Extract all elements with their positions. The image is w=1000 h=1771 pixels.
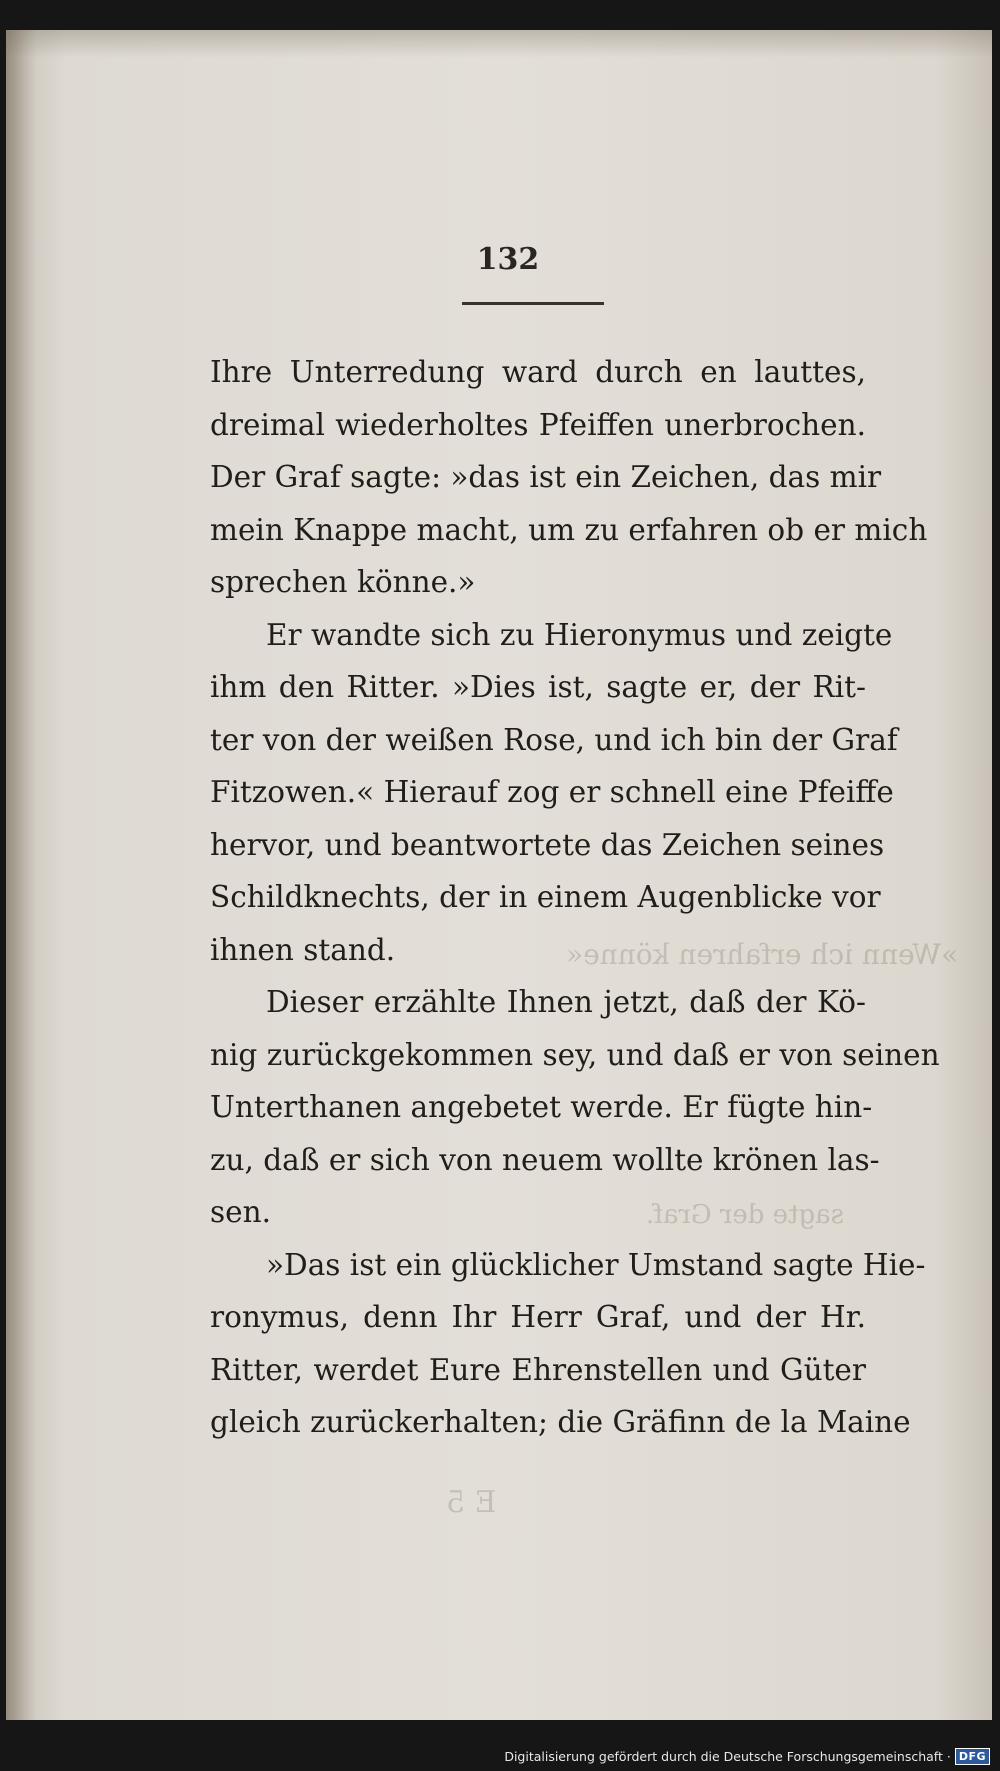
text-line: Schildknechts, der in einem Augenblicke vor [210, 880, 881, 914]
text-line: Ritter, werdet Eure Ehrenstellen und Güter [210, 1352, 866, 1387]
page-shadow-top [6, 30, 992, 58]
body-text [210, 346, 940, 1449]
book-page [6, 30, 992, 1720]
text-line: ter von der weißen Rose, und ich bin der Graf [210, 722, 898, 757]
credit-text: Digitalisierung gefördert durch die Deutsche Forschungsgemeinschaft · [504, 1749, 951, 1764]
show-through-text: »Wenn ich erfahren könne« [566, 938, 959, 971]
text-line: ihnen stand. [210, 932, 396, 967]
text-line: zu, daß er sich von neuem wollte krönen las- [210, 1142, 880, 1177]
text-line: dreimal wiederholtes Pfeiffen unerbrochen. [210, 407, 866, 442]
show-through-text: sagte der Graf. [646, 1200, 844, 1230]
show-through-signature: E 5 [446, 1485, 497, 1520]
header-rule [462, 302, 604, 305]
page-shadow-gutter [6, 30, 36, 1720]
text-line: gleich zurückerhalten; die Gräfinn de la Maine [210, 1405, 911, 1439]
text-line: mein Knappe macht, um zu erfahren ob er mich [210, 512, 928, 547]
text-line: Ihre Unterredung ward durch en lauttes, [210, 355, 866, 389]
text-line: Der Graf sagte: »das ist ein Zeichen, das mir [210, 460, 882, 494]
text-line: Fitzowen.« Hierauf zog er schnell eine Pfeiffe [210, 775, 894, 809]
text-line: Dieser erzählte Ihnen jetzt, daß der Kö- [266, 985, 866, 1019]
text-line: »Das ist ein glücklicher Umstand sagte Hie- [266, 1247, 926, 1282]
digitization-credit [504, 1748, 990, 1765]
text-line: nig zurückgekommen sey, und daß er von seinen [210, 1037, 940, 1072]
text-line: sen. [210, 1195, 271, 1229]
dfg-logo: DFG [955, 1748, 990, 1765]
page-number: 132 [476, 242, 540, 277]
text-line: Er wandte sich zu Hieronymus und zeigte [266, 617, 893, 652]
text-line: hervor, und beantwortete das Zeichen seines [210, 827, 885, 862]
text-line: Unterthanen angebetet werde. Er fügte hin- [210, 1090, 873, 1124]
text-line: ronymus, denn Ihr Herr Graf, und der Hr. [210, 1300, 866, 1334]
text-line: ihm den Ritter. »Dies ist, sagte er, der Rit- [210, 670, 866, 704]
text-line: sprechen könne.» [210, 565, 476, 599]
